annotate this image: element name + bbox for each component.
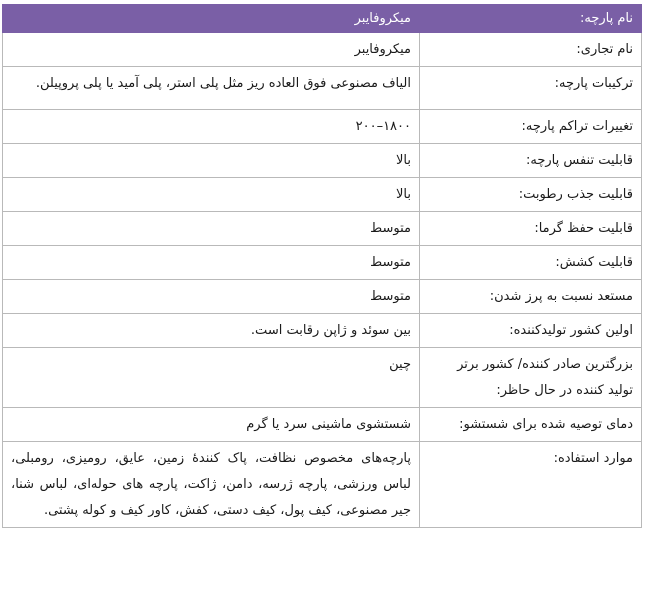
row-label: قابلیت حفظ گرما: (420, 212, 642, 246)
row-value: چین (3, 348, 420, 408)
row-label: نام پارچه: (420, 5, 642, 33)
row-value: متوسط (3, 246, 420, 280)
row-label: موارد استفاده: (420, 442, 642, 528)
row-value: متوسط (3, 212, 420, 246)
table-row-breathability (3, 144, 642, 178)
row-label: قابلیت جذب رطوبت: (420, 178, 642, 212)
table-row-fabric-name (3, 5, 642, 33)
row-value: بین سوئد و ژاپن رقابت است. (3, 314, 420, 348)
row-value: شستشوی ماشینی سرد یا گرم (3, 408, 420, 442)
fabric-spec-table (2, 4, 642, 528)
table-row-density (3, 110, 642, 144)
row-value: میکروفایبر (3, 33, 420, 67)
row-label: ترکیبات پارچه: (420, 67, 642, 110)
row-label: نام تجاری: (420, 33, 642, 67)
row-label: اولین کشور تولیدکننده: (420, 314, 642, 348)
row-label: قابلیت تنفس پارچه: (420, 144, 642, 178)
row-value: بالا (3, 144, 420, 178)
table-row-first-producer (3, 314, 642, 348)
row-label: تغییرات تراکم پارچه: (420, 110, 642, 144)
row-label: دمای توصیه شده برای شستشو: (420, 408, 642, 442)
table-row-wash-temperature (3, 408, 642, 442)
table-row-moisture (3, 178, 642, 212)
table-row-heat-retention (3, 212, 642, 246)
row-value: پارچه‌های مخصوص نظافت، پاک کنندهٔ زمین، عایق، رومیزی، رومبلی، لباس ورزشی، پارچه ژرسه، دامن، ژاکت، پارچه های حوله‌ای، لباس شنا، جیر مصنوعی، کیف پول، کیف دستی، کفش، کاور کیف و کوله پشتی. (3, 442, 420, 528)
row-label: قابلیت کشش: (420, 246, 642, 280)
row-value: میکروفایبر (3, 5, 420, 33)
table-row-pilling (3, 280, 642, 314)
row-value: ۱۸۰۰–۲۰۰ (3, 110, 420, 144)
table-row-top-exporter (3, 348, 642, 408)
row-value: بالا (3, 178, 420, 212)
row-value: الیاف مصنوعی فوق العاده ریز مثل پلی استر، پلی آمید یا پلی پروپیلن. (3, 67, 420, 110)
row-value: متوسط (3, 280, 420, 314)
table-row-uses (3, 442, 642, 528)
row-label: بزرگترین صادر کننده/ کشور برتر تولید کننده در حال حاظر: (420, 348, 642, 408)
table-row-brand-name (3, 33, 642, 67)
table-row-composition (3, 67, 642, 110)
table-row-stretch (3, 246, 642, 280)
fabric-spec-sheet (4, 4, 642, 528)
row-label: مستعد نسبت به پرز شدن: (420, 280, 642, 314)
